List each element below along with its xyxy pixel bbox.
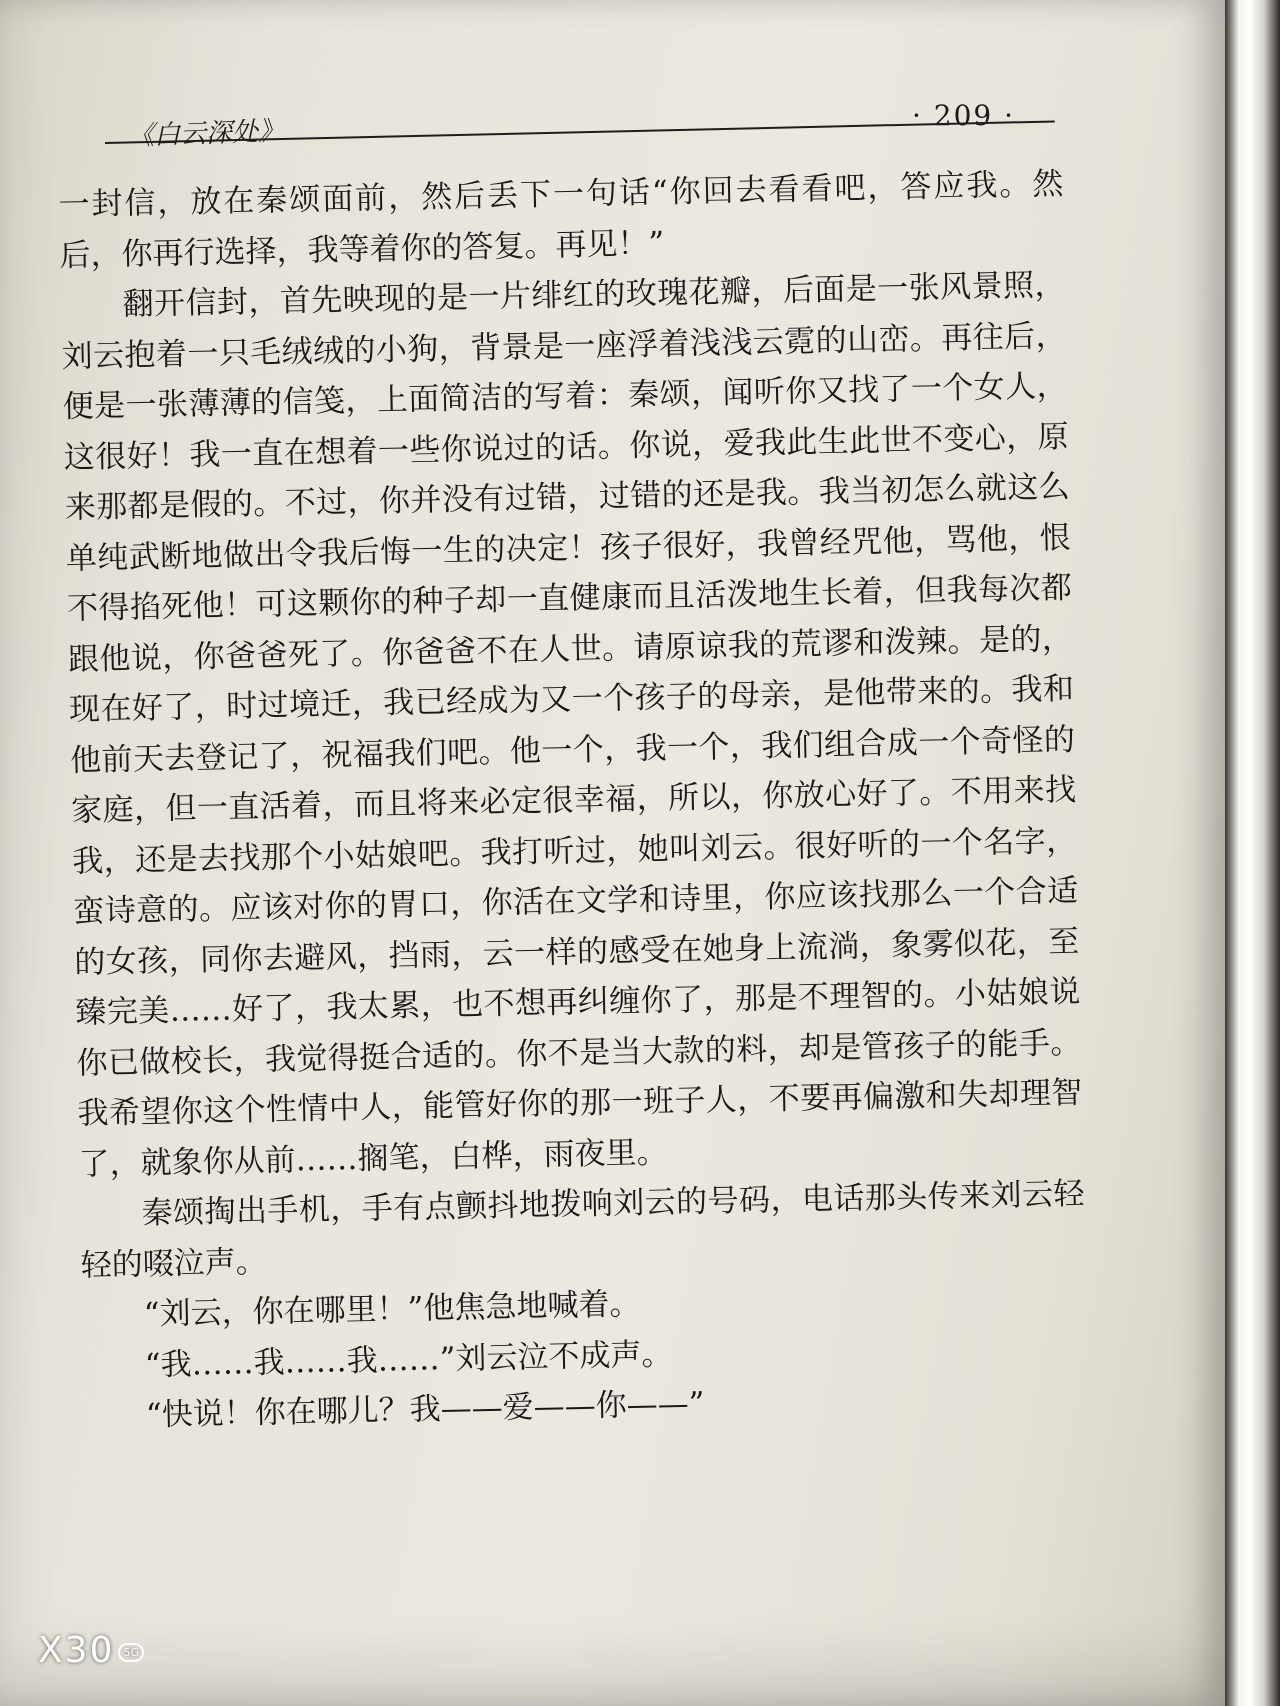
paragraph: “快说！你在哪儿？我——爱——你——” bbox=[145, 1385, 705, 1434]
network-badge: 5G bbox=[118, 1643, 144, 1662]
camera-watermark bbox=[38, 1630, 144, 1671]
paragraph: 翻开信封，首先映现的是一片绯红的玫瑰花瓣，后面是一张风景照，刘云抱着一只毛绒绒的小狗，背景是一座浮着浅浅云霓的山峦。再往后，便是一张薄薄的信笺，上面简洁的写着：秦颂，闻听你又找了一个女人，这很好！我一直在想着一些你说过的话。你说，爱我此生此世不变心，原来那都是假的。不过，你并没有过错，过错的还是我。我当初怎么就这么单纯武断地做出令我后悔一生的决定！孩子很好，我曾经咒他，骂他，恨不得掐死他！可这颗你的种子却一直健康而且活泼地生长着，但我每次都跟他说，你爸爸死了。你爸爸不在人世。请原谅我的荒谬和泼辣。是的，现在好了，时过境迁，我已经成为又一个孩子的母亲，是他带来的。我和他前天去登记了，祝福我们吧。他一个，我一个，我们组合成一个奇怪的家庭，但一直活着，而且将来必定很幸福，所以，你放心好了。不用来找我，还是去找那个小姑娘吧。我打听过，她叫刘云。很好听的一个名字，蛮诗意的。应该对你的胃口，你活在文学和诗里，你应该找那么一个合适的女孩，同你去避风，挡雨，云一样的感受在她身上流淌，象雾似花，至臻完美……好了，我太累，也不想再纠缠你了，那是不理智的。小姑娘说你已做校长，我觉得挺合适的。你不是当大款的料，却是管孩子的能手。我希望你这个性情中人，能管好你的那一班子人，不要再偏激和失却理智了，就象你从前……搁笔，白桦，雨夜里。 bbox=[61, 266, 1083, 1183]
body-text bbox=[58, 159, 1089, 1442]
paragraph: “我……我……我……”刘云泣不成声。 bbox=[144, 1335, 673, 1383]
page-edge bbox=[1225, 0, 1280, 1706]
paragraph: 秦颂掏出手机，手有点颤抖地拨响刘云的号码，电话那头传来刘云轻轻的啜泣声。 bbox=[80, 1175, 1085, 1284]
book-title: 《白云深处》 bbox=[127, 116, 285, 152]
page-number: · 209 · bbox=[911, 99, 1015, 132]
paragraph: “刘云，你在哪里！”他焦急地喊着。 bbox=[143, 1286, 641, 1333]
paragraph: 一封信，放在秦颂面前，然后丢下一句话“你回去看看吧，答应我。然后，你再行选择，我等着你的答复。再见！” bbox=[58, 165, 1064, 274]
camera-watermark-label: X30 bbox=[38, 1630, 115, 1671]
